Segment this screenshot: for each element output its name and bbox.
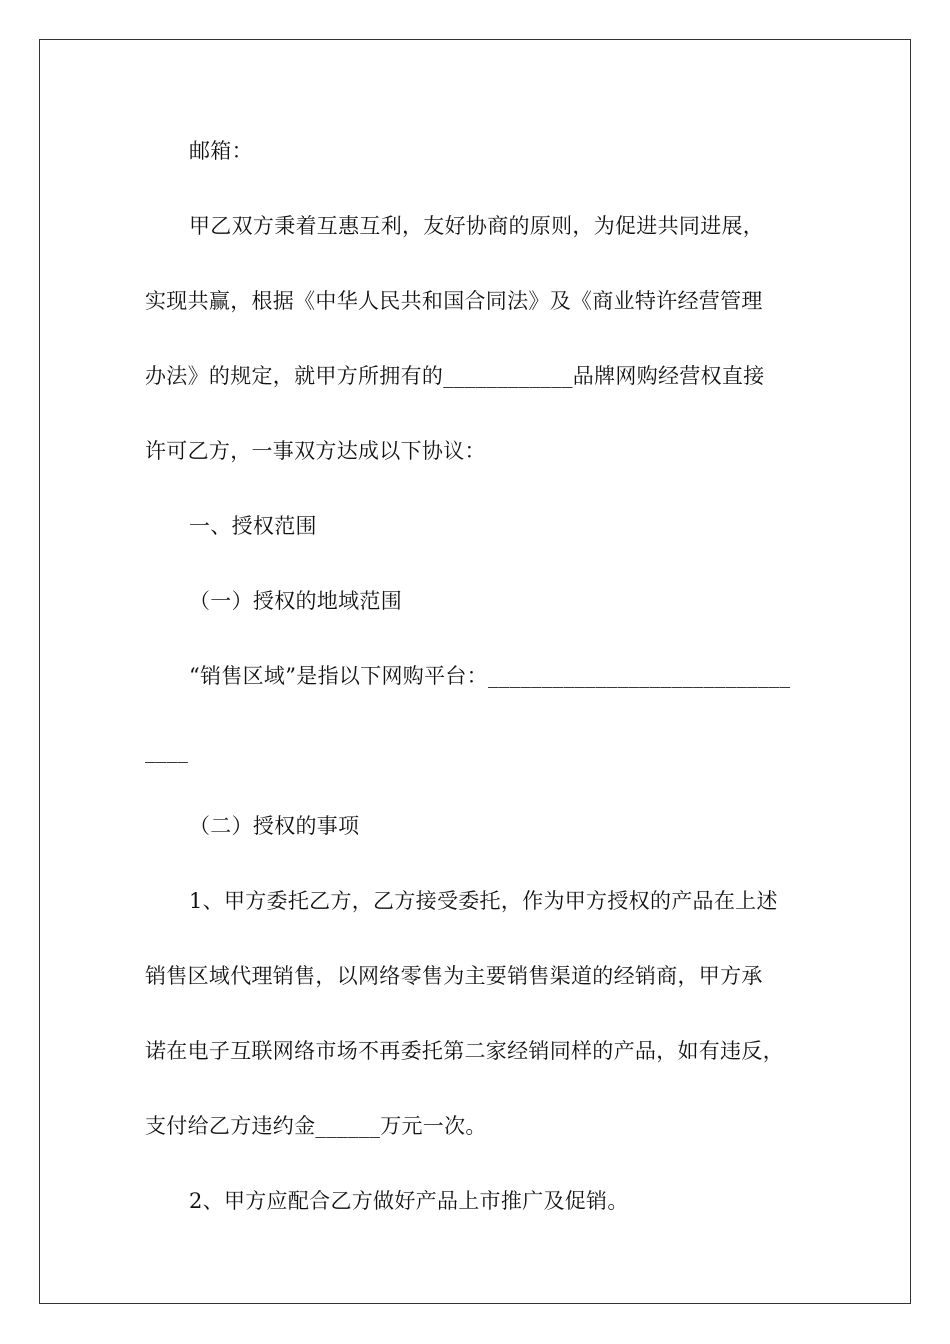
subsection-heading: （二）授权的事项: [189, 814, 360, 838]
paragraph-line: ____: [145, 739, 189, 763]
paragraph-line: 销售区域代理销售，以网络零售为主要销售渠道的经销商，甲方承: [145, 964, 763, 988]
email-line: 邮箱：: [189, 139, 253, 163]
paragraph-line: “销售区域”是指以下网购平台：____________________________: [189, 664, 791, 688]
paragraph-line: 实现共赢，根据《中华人民共和国合同法》及《商业特许经营管理: [145, 289, 763, 313]
subsection-heading: （一）授权的地域范围: [189, 589, 402, 613]
paragraph-line: 1、甲方委托乙方，乙方接受委托，作为甲方授权的产品在上述: [189, 889, 778, 913]
paragraph-line: 甲乙双方秉着互惠互利，友好协商的原则，为促进共同进展，: [189, 214, 765, 238]
paragraph-line: 诺在电子互联网络市场不再委托第二家经销同样的产品，如有违反，: [145, 1039, 784, 1063]
paragraph-line: 许可乙方，一事双方达成以下协议：: [145, 439, 486, 463]
paragraph-line: 支付给乙方违约金______万元一次。: [145, 1114, 487, 1138]
section-heading: 一、授权范围: [189, 514, 317, 538]
paragraph-line: 2、甲方应配合乙方做好产品上市推广及促销。: [189, 1189, 629, 1213]
paragraph-line: 办法》的规定，就甲方所拥有的____________品牌网购经营权直接: [145, 364, 765, 388]
